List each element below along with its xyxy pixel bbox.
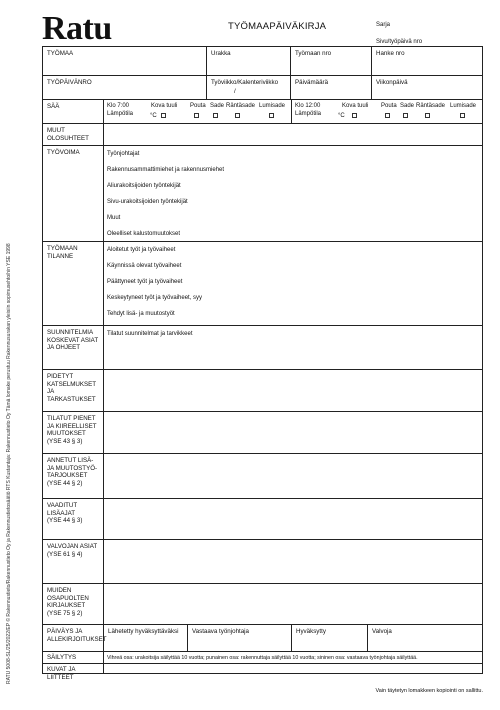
- vastaava-tyonjohtaja-label: Vastaava työnjohtaja: [192, 628, 249, 635]
- valvojan-field[interactable]: [103, 540, 483, 583]
- paivamaara-label: Päivämäärä: [295, 79, 329, 86]
- checkbox-icon[interactable]: [425, 113, 430, 118]
- urakka-field[interactable]: [206, 47, 290, 75]
- tyomaa-field[interactable]: [42, 47, 206, 75]
- valvojan-label: VALVOJAN ASIAT (YSE 61 § 4): [42, 540, 103, 583]
- muiden-field[interactable]: [103, 584, 483, 624]
- noon-unit: °C: [338, 113, 345, 119]
- tyovoima-item: Aliurakoitsijoiden työntekijät: [107, 183, 181, 189]
- vaaditut-field[interactable]: [103, 499, 483, 539]
- checkbox-icon[interactable]: [269, 113, 274, 118]
- annetut-row: [42, 453, 483, 498]
- muut-olosuhteet-row: [42, 123, 483, 145]
- weather-row: [42, 99, 483, 123]
- kuvat-label: KUVAT JA LIITTEET: [42, 664, 103, 673]
- ratu-logo: Ratu: [42, 10, 112, 47]
- checkbox-icon[interactable]: [352, 113, 357, 118]
- sarja-label: Sarja: [376, 22, 391, 28]
- side-copyright-note: RATU 5008-SL/25/2022/EP © Rakennustieto/Rakennustieto Oy ja Rakennustietosäätiö RTS Kustantaja: Rakennustieto Oy Tämä lomake perustuu Rakennusurakan yleisiin sopimusehtoihin YSE 1998: [6, 243, 12, 684]
- tyovoima-row: [42, 145, 483, 241]
- morning-pouta: Pouta: [190, 103, 206, 109]
- paivamaara-field[interactable]: [290, 76, 371, 99]
- diary-form: [42, 46, 483, 681]
- noon-lumisade: Lumisade: [450, 103, 477, 109]
- tilanne-item: Käynnissä olevat työvaiheet: [107, 263, 182, 269]
- hyvaksytty-field[interactable]: [291, 625, 367, 651]
- valvoja-label: Valvoja: [372, 628, 392, 635]
- noon-temp-label: Lämpötila: [295, 111, 322, 117]
- tyovoima-item: Rakennusammattimiehet ja rakennusmiehet: [107, 167, 225, 173]
- viikko-label: Työviikko/Kalenteriviikko: [211, 79, 279, 86]
- morning-sade: Sade: [210, 103, 225, 109]
- morning-rantasade: Räntäsade: [226, 103, 256, 109]
- tyovoima-field[interactable]: [103, 146, 483, 241]
- checkbox-icon[interactable]: [403, 113, 408, 118]
- lahetetty-field[interactable]: [103, 625, 187, 651]
- tyopaivanro-field[interactable]: [42, 76, 206, 99]
- weather-noon: [291, 100, 483, 123]
- viikko-field[interactable]: [206, 76, 290, 99]
- tyovoima-item: Oleelliset kalustomuutokset: [107, 231, 181, 237]
- kuvat-field[interactable]: [103, 664, 483, 673]
- checkbox-icon[interactable]: [194, 113, 199, 118]
- hyvaksytty-label: Hyväksytty: [296, 628, 326, 635]
- morning-kova-tuuli: Kova tuuli: [151, 103, 178, 109]
- tilatut-row: [42, 411, 483, 453]
- tyomaan-nro-label: Työmaan nro: [295, 50, 332, 57]
- noon-pouta: Pouta: [381, 103, 397, 109]
- vaaditut-row: [42, 498, 483, 539]
- morning-temp-label: Lämpötila: [107, 111, 134, 117]
- checkbox-icon[interactable]: [161, 113, 166, 118]
- muut-olosuhteet-field[interactable]: [103, 124, 483, 145]
- noon-sade: Sade: [400, 103, 415, 109]
- noon-rantasade: Räntäsade: [416, 103, 446, 109]
- hanke-nro-field[interactable]: [371, 47, 483, 75]
- workday-row: [42, 75, 483, 99]
- tyovoima-label: TYÖVOIMA: [42, 146, 103, 241]
- site-info-row: [42, 46, 483, 75]
- signatures-label: PÄIVÄYS JA ALLEKIRJOITUKSET: [42, 625, 103, 651]
- viikonpaiva-field[interactable]: [371, 76, 483, 99]
- sailytys-row: [42, 651, 483, 663]
- tilanne-item: Aloitetut työt ja työvaiheet: [107, 247, 176, 253]
- weather-morning: [103, 100, 291, 123]
- tyopaivanro-label: TYÖPÄIVÄNRO: [47, 79, 92, 86]
- page-number-label: Sivu/työpäivä nro: [376, 39, 423, 45]
- annetut-field[interactable]: [103, 454, 483, 498]
- noon-kova-tuuli: Kova tuuli: [342, 103, 369, 109]
- tyovoima-item: Sivu-urakoitsijoiden työntekijät: [107, 199, 188, 205]
- tyomaa-label: TYÖMAA: [47, 50, 74, 57]
- suunnitelmia-field[interactable]: [103, 326, 483, 369]
- pidetyt-label: PIDETYT KATSELMUKSET JA TARKASTUKSET: [42, 370, 103, 411]
- sailytys-label: SÄILYTYS: [42, 652, 103, 663]
- document-title: TYÖMAAPÄIVÄKIRJA: [228, 21, 327, 32]
- checkbox-icon[interactable]: [213, 113, 218, 118]
- muut-olosuhteet-label: MUUT OLOSUHTEET: [42, 124, 103, 145]
- tilanne-item: Päättyneet työt ja työvaiheet: [107, 279, 183, 285]
- muiden-row: [42, 583, 483, 624]
- checkbox-icon[interactable]: [385, 113, 390, 118]
- hanke-nro-label: Hanke nro: [376, 50, 405, 57]
- suunnitelmia-row: [42, 325, 483, 369]
- tyomaan-tilanne-row: [42, 241, 483, 325]
- vaaditut-label: VAADITUT LISÄAJAT (YSE 44 § 3): [42, 499, 103, 539]
- morning-lumisade: Lumisade: [259, 103, 286, 109]
- tilanne-item: Keskeytyneet työt ja työvaiheet, syy: [107, 295, 203, 301]
- valvoja-field[interactable]: [367, 625, 483, 651]
- signatures-row: [42, 624, 483, 651]
- pidetyt-field[interactable]: [103, 370, 483, 411]
- urakka-label: Urakka: [211, 50, 231, 57]
- noon-time: Klo 12:00: [295, 103, 321, 109]
- kuvat-row: [42, 663, 483, 681]
- weather-label: SÄÄ: [47, 103, 60, 110]
- checkbox-icon[interactable]: [235, 113, 240, 118]
- tyovoima-item: Muut: [107, 215, 121, 221]
- tilanne-item: Tehdyt lisä- ja muutostyöt: [107, 311, 175, 317]
- week-slash: /: [234, 88, 236, 95]
- pidetyt-row: [42, 369, 483, 411]
- annetut-label: ANNETUT LISÄ- JA MUUTOSTYÖ- TARJOUKSET (YSE 44 § 2): [42, 454, 103, 498]
- morning-time: Klo 7:00: [107, 103, 130, 109]
- tyomaan-tilanne-label: TYÖMAAN TILANNE: [42, 242, 103, 325]
- copy-footnote: Vain täytetyn lomakkeen kopiointi on sallittu.: [375, 688, 483, 694]
- sailytys-text: Vihreä osa: urakoitsija säilyttää 10 vuotta; punainen osa: rakennuttaja säilyttää 10 vuotta; sininen osa: vastaava työnjohtaja säilyttää.: [103, 652, 483, 663]
- weather-label-cell: [42, 100, 103, 123]
- vastaava-tyonjohtaja-field[interactable]: [187, 625, 291, 651]
- tilatut-label: TILATUT PIENET JA KIIREELLISET MUUTOKSET (YSE 43 § 3): [42, 412, 103, 453]
- valvojan-row: [42, 539, 483, 583]
- checkbox-icon[interactable]: [460, 113, 465, 118]
- viikonpaiva-label: Viikonpäivä: [376, 79, 408, 86]
- lahetetty-label: Lähetetty hyväksyttäväksi: [108, 628, 179, 635]
- suunnitelmia-content: Tilatut suunnitelmat ja tarvikkeet: [107, 331, 193, 337]
- tyomaan-tilanne-field[interactable]: [103, 242, 483, 325]
- tyovoima-item: Työnjohtajat: [107, 151, 140, 157]
- morning-unit: °C: [150, 113, 157, 119]
- tilatut-field[interactable]: [103, 412, 483, 453]
- muiden-label: MUIDEN OSAPUOLTEN KIRJAUKSET (YSE 75 § 2): [42, 584, 103, 624]
- tyomaan-nro-field[interactable]: [290, 47, 371, 75]
- suunnitelmia-label: SUUNNITELMIA KOSKEVAT ASIAT JA OHJEET: [42, 326, 103, 369]
